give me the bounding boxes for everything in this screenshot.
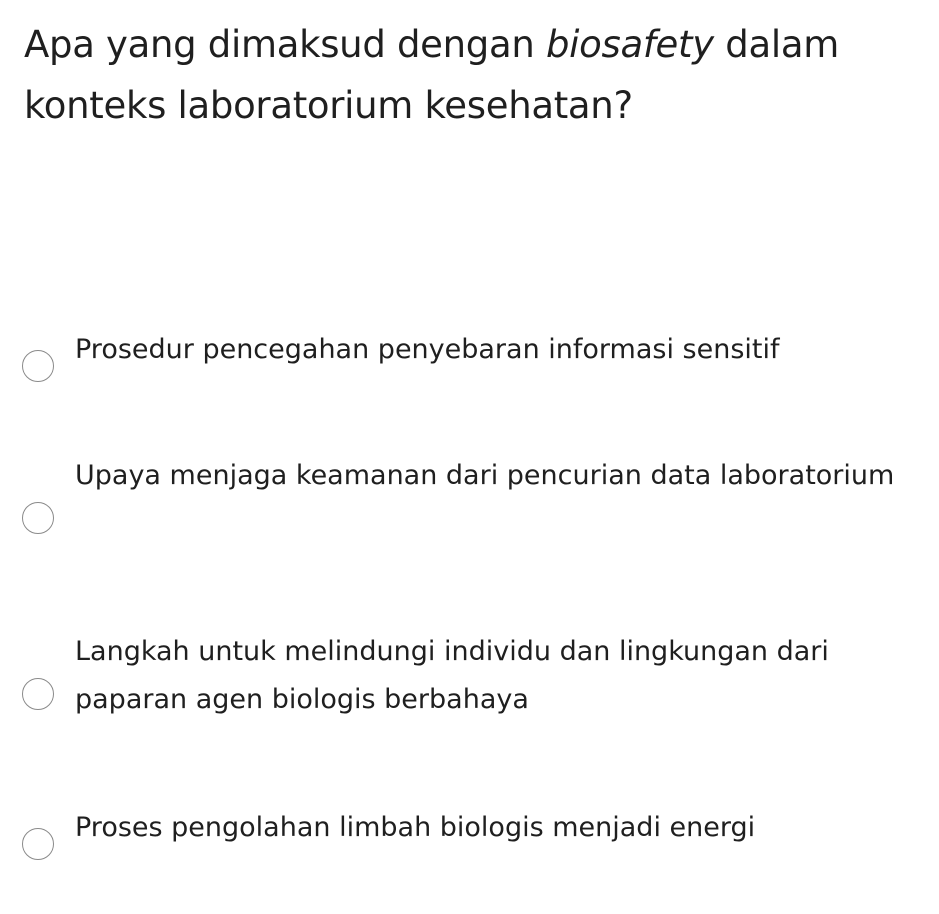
answer-option-label: Proses pengolahan limbah biologis menjadi energi xyxy=(75,812,756,843)
radio-button-icon[interactable] xyxy=(22,350,54,382)
question-suffix: dalam konteks laboratorium kesehatan? xyxy=(24,23,839,127)
answer-option-label: Langkah untuk melindungi individu dan lingkungan dari paparan agen biologis berbahaya xyxy=(75,636,829,715)
answer-option-label: Upaya menjaga keamanan dari pencurian data laboratorium xyxy=(75,460,895,491)
answer-option-label: Prosedur pencegahan penyebaran informasi sensitif xyxy=(75,334,780,365)
radio-button-icon[interactable] xyxy=(22,502,54,534)
question-emphasis: biosafety xyxy=(545,23,714,66)
radio-button-icon[interactable] xyxy=(22,828,54,860)
question-prefix: Apa yang dimaksud dengan xyxy=(24,23,546,66)
radio-button-icon[interactable] xyxy=(22,678,54,710)
